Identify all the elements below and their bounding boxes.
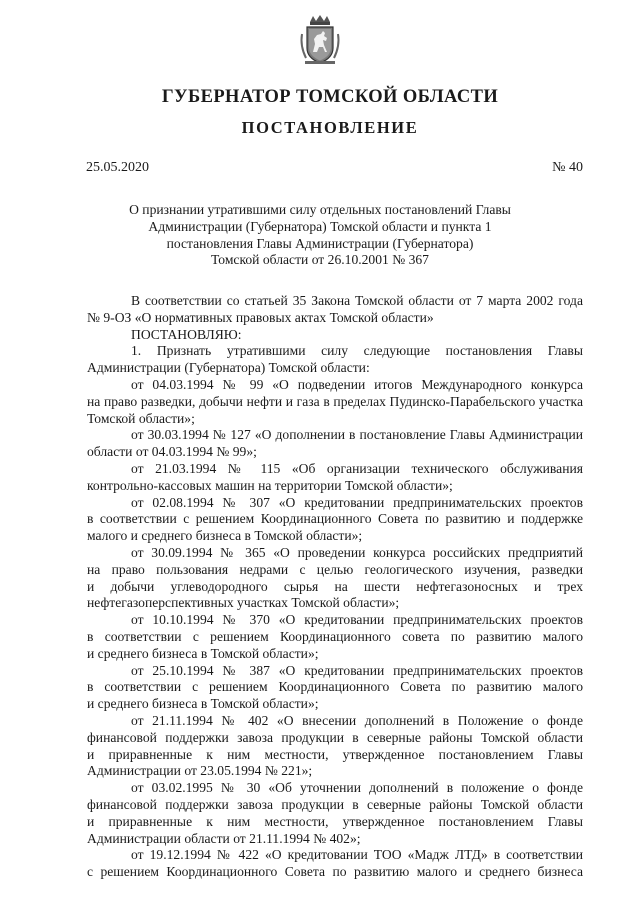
organization-title: ГУБЕРНАТОР ТОМСКОЙ ОБЛАСТИ <box>161 87 499 107</box>
list-item-line: в соответствии с решением Координационного Совета по развитию и поддержке <box>87 511 583 527</box>
list-item-line: и среднего бизнеса в Томской области»; <box>87 645 319 661</box>
subject-line: Администрации (Губернатора) Томской области и пункта 1 <box>148 218 492 234</box>
list-item-line: малого и среднего бизнеса в Томской области»; <box>87 528 363 544</box>
list-item-line: и приравненные к ним местности, утвержденное постановлением Главы <box>87 746 583 762</box>
list-item-line: от 04.03.1994 № 99 «О подведении итогов Международного конкурса <box>131 376 583 392</box>
list-item-line: нефтегазоперспективных участках Томской области»; <box>87 595 400 611</box>
body-line: № 9-ОЗ «О нормативных правовых актах Томской области» <box>87 309 434 325</box>
list-item-line: от 25.10.1994 № 387 «О кредитовании предпринимательских проектов <box>131 662 583 678</box>
list-item-line: от 21.11.1994 № 402 «О внесении дополнений в Положение о фонде <box>131 712 583 728</box>
list-item-line: и среднего бизнеса в Томской области»; <box>87 696 319 712</box>
list-item-line: от 30.09.1994 № 365 «О проведении конкурса российских предприятий <box>131 544 583 560</box>
document-date: 25.05.2020 <box>86 160 149 175</box>
list-item-line: от 02.08.1994 № 307 «О кредитовании предпринимательских проектов <box>131 494 583 510</box>
subject-line: постановления Главы Администрации (Губернатора) <box>166 235 474 251</box>
list-item-line: от 21.03.1994 № 115 «Об организации технического обслуживания <box>131 460 583 476</box>
list-item-line: в соответствии с решением Координационного совета по развитию малого <box>87 628 583 644</box>
list-item-line: от 30.03.1994 № 127 «О дополнении в постановление Главы Администрации <box>131 427 583 443</box>
subject-line: Томской области от 26.10.2001 № 367 <box>211 252 429 268</box>
body-line: В соответствии со статьей 35 Закона Томской области от 7 марта 2002 года <box>131 293 583 308</box>
list-item-line: финансовой поддержки завоза продукции в северные районы Томской области <box>87 796 583 812</box>
document-type: ПОСТАНОВЛЕНИЕ <box>241 118 419 137</box>
list-item-line: от 10.10.1994 № 370 «О кредитовании предпринимательских проектов <box>131 612 583 628</box>
list-item-line: в соответствии с решением Координационного Совета по развитию малого <box>87 679 583 695</box>
list-item-line: и приравненные к ним местности, утвержденное постановлением Главы <box>87 813 583 829</box>
list-item-line: финансовой поддержки завоза продукции в северные районы Томской области <box>87 729 583 745</box>
list-item-line: Томской области»; <box>87 410 195 426</box>
list-item-line: от 03.02.1995 № 30 «Об уточнении дополнений в положение о фонде <box>131 780 583 796</box>
list-item-line: области от 04.03.1994 № 99»; <box>87 444 257 460</box>
resolution-keyword: ПОСТАНОВЛЯЮ: <box>131 326 242 342</box>
list-item-line: на право разведки, добычи нефти и газа в пределах Пудинско-Парабельского участка <box>87 393 583 409</box>
list-item-line: Администрации области от 21.11.1994 № 402»; <box>87 830 361 846</box>
document-body <box>87 293 583 881</box>
list-item-line: Администрации от 23.05.1994 № 221»; <box>87 763 313 779</box>
body-line: 1. Признать утратившими силу следующие постановления Главы <box>131 343 583 359</box>
document-number: № 40 <box>552 160 583 175</box>
list-item-line: и добычи углеводородного сырья на шести нефтегазоносных и трех <box>87 578 583 594</box>
subject-line: О признании утратившими силу отдельных постановлений Главы <box>129 202 511 217</box>
body-line: Администрации (Губернатора) Томской области: <box>87 360 370 376</box>
list-item-line: контрольно-кассовых машин на территории Томской области»; <box>87 477 453 493</box>
document-subject <box>0 202 640 269</box>
list-item-line: на право пользования недрами с целью геологического изучения, разведки <box>87 561 583 577</box>
list-item-line: от 19.12.1994 № 422 «О кредитовании ТОО «Мадж ЛТД» в соответствии <box>131 847 583 863</box>
list-item-line: с решением Координационного Совета по развитию малого и среднего бизнеса <box>87 864 583 880</box>
coat-of-arms-icon <box>298 14 342 66</box>
